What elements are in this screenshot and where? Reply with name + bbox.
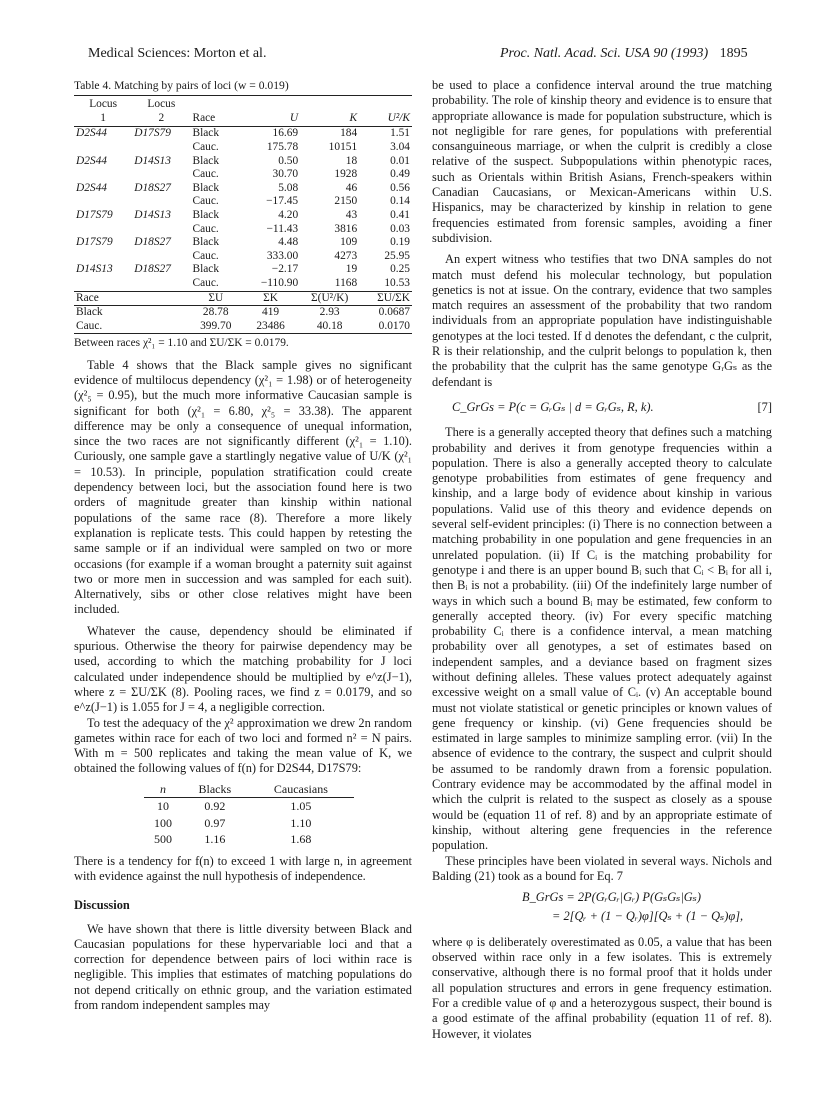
t4-cell: 0.01: [390, 154, 410, 167]
t4-cell: 4273: [334, 249, 358, 262]
t4-cell: [74, 223, 132, 237]
t4-cell: 4.20: [278, 209, 299, 222]
t4-cell: 10.53: [384, 277, 410, 290]
t4-head1-1: Locus: [132, 96, 190, 112]
t4-cell: Cauc.: [192, 249, 219, 262]
t4-cell: Black: [192, 127, 220, 140]
t4-cell: Cauc.: [192, 277, 219, 290]
equation-bound-line2: = 2[Qᵣ + (1 − Qᵣ)φ][Qₛ + (1 − Qₛ)φ],: [552, 909, 744, 924]
paragraph: There is a tendency for f(n) to exceed 1 with large n, in agreement with evidence against the null hypothesis of independence.: [74, 853, 412, 883]
right-column: [432, 78, 772, 1042]
running-header-right: [500, 46, 748, 62]
t4-cell: Black: [192, 263, 220, 276]
left-column: [74, 78, 412, 1013]
table4-caption: Table 4. Matching by pairs of loci (w = 0.019): [74, 79, 289, 92]
paragraph: be used to place a confidence interval around the true matching probability. The role of kinship theory and evidence is to ensure that appropriate allowance is made for population substructure, which is not negligible for rare genes, for populations with preferential consanguineous marriage, or when the culprit is credibly a close relative of the suspect. Subpopulations within phenotypic races, such as Orientals within British Asians, French-speakers within Canadian Caucasians, or Mexican-Americans within U.S. Hispanics, may be characterized by kinship in relation to gene frequencies estimated from forensic samples, avoiding a finer subdivision.: [432, 78, 772, 245]
t4-sumhead-3: Σ(U²/K): [300, 291, 359, 306]
journal-citation: Proc. Natl. Acad. Sci. USA 90 (1993): [500, 46, 709, 61]
t4-cell: 0.25: [390, 263, 410, 276]
paragraph: Whatever the cause, dependency should be eliminated if spurious. Otherwise the theory for pairwise dependency may be used, according to which the matching probability for J loci calculated under independence should be multiplied by e^z(J−1), where z = ΣU/ΣK (8). Pooling races, we find z = 0.0179, and so e^z(J−1) is 1.055 for J = 4, a negligible correction.: [74, 623, 412, 715]
paragraph: To test the adequacy of the χ² approximation we drew 2n random gametes within race for each of two loci and formed n² = N pairs. With m = 500 replicates and taking the mean value of K, we obtained the following values of f(n) for D2S44, D17S79:: [74, 715, 412, 776]
paragraph: An expert witness who testifies that two DNA samples do not match must defend his molecular technology, but population genetics is not at issue. On the contrary, evidence that two samples match requires an assessment of the probability that two random individuals from an appropriate population have indistinguishable genotypes at the loci tested. If d denotes the defendant, c the culprit, R is their relationship, and the culprit belongs to population k, then the probability that the culprit has the same genotype GᵣGₛ as the defendant is: [432, 252, 772, 389]
t4-cell: Cauc.: [192, 168, 219, 181]
t4-cell: 0.14: [390, 195, 410, 208]
fn-cell: 500: [153, 832, 172, 847]
t4-head2-3: U: [241, 112, 300, 127]
t4-cell: 3816: [334, 222, 358, 235]
t4-head2-1: 2: [132, 112, 190, 127]
section-heading-discussion: Discussion: [74, 898, 130, 913]
paragraph: where φ is deliberately overestimated as 0.05, a value that has been observed within race only in a few isolates. This is extremely conservative, although there is no formal proof that it holds under all population structures and errors in gene frequency estimation. For a credible value of φ and a heterozygous suspect, their bound is a good estimate of the affinal probability (equation 11 of ref. 8). However, it violates: [432, 934, 772, 1041]
t4-cell: 0.56: [390, 181, 410, 194]
t4-cell: [74, 277, 132, 291]
t4-sum-1-2: 23486: [241, 320, 300, 334]
paragraph: We have shown that there is little diversity between Black and Caucasian populations for these hypervariable loci and that a correction for dependence between pairs of loci within race is negligible. This implies that estimates of matching populations do not depend critically on ethnic group, and the variation estimated from random independent samples may: [74, 921, 412, 1013]
equation-text: C_GrGs = P(c = GᵣGₛ | d = GᵣGₛ, R, k).: [452, 399, 654, 414]
table-row: [74, 277, 412, 291]
t4-sum-1-4: 0.0170: [359, 320, 412, 334]
fn-head-2: Caucasians: [248, 781, 354, 798]
t4-sumhead-2: ΣK: [241, 291, 300, 306]
t4-cell: [132, 250, 190, 264]
t4-cell: 0.19: [390, 236, 410, 249]
t4-cell: 43: [345, 209, 358, 222]
fn-cell: 10: [156, 799, 169, 814]
t4-cell: D14S13: [134, 209, 171, 222]
table-row: [74, 182, 412, 196]
t4-sum-0-2: 419: [262, 306, 280, 319]
t4-cell: 333.00: [266, 249, 299, 262]
t4-sumhead-1: ΣU: [190, 291, 241, 306]
t4-cell: D17S79: [76, 209, 113, 222]
t4-cell: 0.03: [390, 222, 410, 235]
fn-cell: 1.10: [290, 815, 312, 830]
t4-cell: Cauc.: [192, 222, 219, 235]
t4-cell: D17S79: [76, 236, 113, 249]
t4-cell: Black: [192, 236, 220, 249]
t4-cell: D18S27: [134, 181, 171, 194]
t4-cell: [74, 141, 132, 155]
t4-cell: 2150: [334, 195, 358, 208]
t4-sum-1-1: 399.70: [190, 320, 241, 334]
fn-cell: 1.16: [204, 832, 226, 847]
t4-sum-1-3: 40.18: [300, 320, 359, 334]
t4-cell: 10151: [328, 141, 358, 154]
table-row: [74, 127, 412, 141]
t4-cell: 0.41: [390, 209, 410, 222]
t4-cell: Black: [192, 181, 220, 194]
t4-cell: 1168: [334, 277, 358, 290]
t4-sum-0-4: 0.0687: [378, 306, 410, 319]
t4-cell: 5.08: [278, 181, 299, 194]
table4: [74, 95, 412, 334]
t4-sum-1-0: Cauc.: [74, 320, 190, 334]
t4-cell: 16.69: [272, 127, 299, 140]
running-header-left: Medical Sciences: Morton et al.: [88, 46, 267, 61]
t4-cell: Cauc.: [192, 195, 219, 208]
equation-bound-line1: B_GrGs = 2P(GᵣGᵣ|Gᵣ) P(GₛGₛ|Gₛ): [522, 890, 701, 905]
t4-cell: D14S13: [76, 263, 113, 276]
t4-sum-0-3: 2.93: [319, 306, 340, 319]
equation-7: [452, 400, 772, 415]
t4-cell: [74, 250, 132, 264]
t4-cell: 25.95: [384, 249, 410, 262]
t4-cell: 184: [340, 127, 358, 140]
t4-cell: D2S44: [76, 154, 108, 167]
t4-cell: Black: [192, 209, 220, 222]
fn-cell: 0.92: [204, 799, 226, 814]
t4-cell: Cauc.: [192, 141, 219, 154]
t4-head2-2: Race: [190, 112, 241, 127]
t4-cell: D18S27: [134, 236, 171, 249]
page-number: 1895: [719, 46, 748, 61]
t4-cell: D18S27: [134, 263, 171, 276]
paragraph: Table 4 shows that the Black sample gives no significant evidence of multilocus dependency (χ²₁ = 1.98) or of heterogeneity (χ²₅ = 0.95), but the much more informative Caucasian sample is significant for both (χ²₁ = 6.80, χ²₅ = 33.38). The apparent difference may be only a consequence of unequal information, since the two races are not significantly different (χ²₁ = 1.10). Curiously, one sample gave a startlingly negative value of U/K (χ²₁ = 10.53). In principle, population stratification could create dependency between loci, but the association found here is two orders of magnitude greater than kinship within national populations of the same race (8). Therefore a more likely explanation is replicate tests. This could happen by retesting the same sample or if an individual were sampled on two or more occasions (for example if a woman brought a paternity suit against two or more men in succession and was sampled for each suit). Alternatively, sibs or other close relatives might have been included.: [74, 357, 412, 617]
table-row: [74, 155, 412, 169]
table4-footnote: Between races χ²₁ = 1.10 and ΣU/ΣK = 0.0179.: [74, 337, 289, 350]
table-row: [74, 141, 412, 155]
t4-cell: 1928: [334, 168, 358, 181]
t4-cell: [132, 223, 190, 237]
fn-table: [144, 781, 354, 848]
equation-number: [7]: [757, 399, 772, 414]
t4-cell: [132, 168, 190, 182]
t4-sumhead-0: Race: [74, 291, 190, 306]
table-row: [74, 195, 412, 209]
t4-cell: 109: [340, 236, 358, 249]
t4-cell: Black: [192, 154, 220, 167]
t4-cell: [74, 168, 132, 182]
t4-cell: −110.90: [260, 277, 299, 290]
t4-cell: D14S13: [134, 154, 171, 167]
t4-head2-0: 1: [74, 112, 132, 127]
paragraph: There is a generally accepted theory that defines such a matching probability and derives it from genotype frequencies within a population. There is also a generally accepted theory to calculate genotype probabilities from estimates of gene frequency and kinship, and a large body of evidence about kinship in various populations. Valid use of this theory and evidence depends on several self-evident principles: (i) There is no connection between a matching probability in one population and gene frequencies in an unrelated population. (ii) If Cᵢ is the matching probability for genotype i and there is an upper bound Bᵢ such that Cᵢ < Bᵢ for all i, then Bᵢ is not a probability. (iii) Of the indefinitely large number of ways in which such a bound Bᵢ may be estimated, few conform to generally accepted theory. (iv) For every specific matching probability Cᵢ there is a confidence interval, a mean matching probability over all genotypes, a set of estimates based on independent samples, and a deviance based on fragment sizes without defining alleles. These values protect adequately against excessive weight on a small value of Cᵢ. (v) An acceptable bound must not violate statistical or genetic principles or known values of gene frequency or kinship. (vi) Gene frequencies should be estimated in large samples to minimize sampling error. (vii) In the absence of evidence to the contrary, the suspect and culprit should be assumed to be randomly drawn from a forensic population. Contrary evidence may be accommodated by the affinal model in which the culprit is related to the suspect as closely as a spouse would be (equation 11 of ref. 8) and by an appropriate estimate of kinship, without altering gene frequencies in the reference population.: [432, 425, 772, 853]
t4-cell: 30.70: [272, 168, 299, 181]
t4-cell: 19: [345, 263, 358, 276]
t4-cell: 18: [345, 154, 358, 167]
t4-cell: −11.43: [266, 222, 299, 235]
t4-sum-0-1: 28.78: [202, 306, 229, 319]
t4-cell: −2.17: [271, 263, 299, 276]
t4-cell: [132, 141, 190, 155]
table-row: [74, 250, 412, 264]
t4-sumhead-4: ΣU/ΣK: [359, 291, 412, 306]
t4-cell: [74, 195, 132, 209]
table-row: [74, 263, 412, 277]
fn-cell: 1.68: [290, 832, 312, 847]
t4-cell: [132, 277, 190, 291]
t4-cell: 0.50: [278, 154, 299, 167]
t4-head2-5: U²/K: [359, 112, 412, 127]
fn-head-0: n: [144, 781, 182, 798]
fn-head-1: Blacks: [182, 781, 248, 798]
fn-cell: 100: [153, 815, 172, 830]
t4-cell: D2S44: [76, 127, 108, 140]
t4-cell: 1.51: [390, 127, 410, 140]
t4-cell: 3.04: [390, 141, 410, 154]
t4-cell: 46: [345, 181, 358, 194]
fn-cell: 1.05: [290, 799, 312, 814]
table-row: [74, 236, 412, 250]
t4-cell: 4.48: [278, 236, 299, 249]
t4-cell: 175.78: [266, 141, 299, 154]
t4-head2-4: K: [300, 112, 359, 127]
table-row: [74, 223, 412, 237]
fn-cell: 0.97: [204, 815, 226, 830]
t4-cell: D17S79: [134, 127, 171, 140]
t4-sum-0-0: Black: [76, 306, 103, 319]
t4-head1-0: Locus: [74, 96, 132, 112]
t4-cell: D2S44: [76, 181, 108, 194]
paragraph: These principles have been violated in several ways. Nichols and Balding (21) took as a bound for Eq. 7: [432, 853, 772, 883]
table-row: [74, 209, 412, 223]
t4-cell: [132, 195, 190, 209]
t4-cell: 0.49: [390, 168, 410, 181]
t4-cell: −17.45: [266, 195, 299, 208]
table-row: [74, 168, 412, 182]
